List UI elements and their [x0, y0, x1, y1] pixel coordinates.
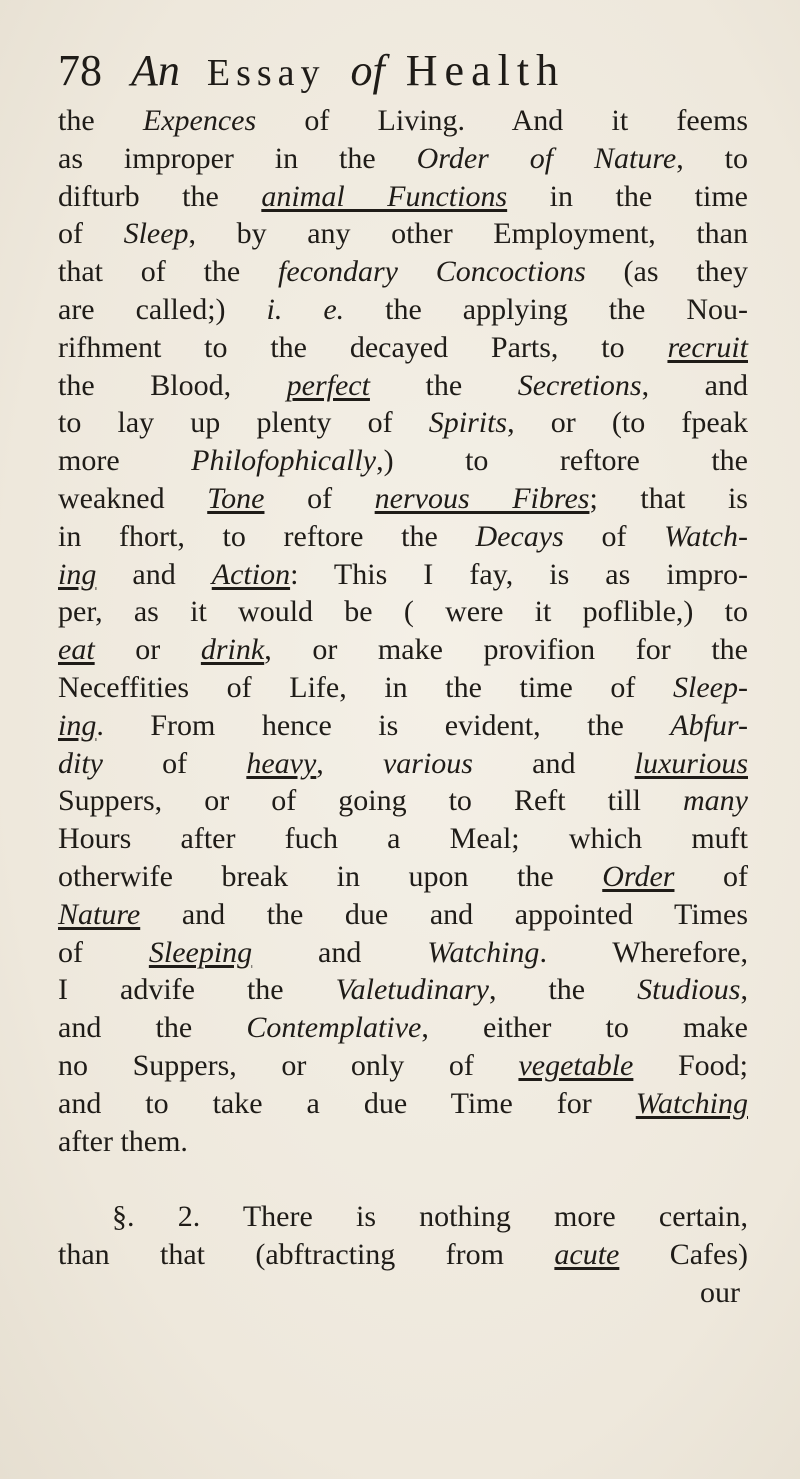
- text-line: [58, 971, 748, 1009]
- text-line: [58, 782, 748, 820]
- text-line: [58, 556, 748, 594]
- italic-word: Decays: [475, 519, 564, 553]
- text-line: [58, 367, 748, 405]
- text-line: [58, 253, 748, 291]
- italic-word: Watch-: [664, 519, 748, 553]
- text-run: the Blood,: [58, 368, 287, 402]
- text-line: [58, 1009, 748, 1047]
- text-line: [58, 1236, 748, 1274]
- text-run: of: [674, 859, 748, 893]
- text-line: [58, 102, 748, 140]
- text-run: the: [58, 104, 143, 137]
- text-run: and to take a due Time for: [58, 1086, 636, 1120]
- text-run: of: [58, 217, 124, 251]
- text-run: ; that is: [589, 481, 748, 515]
- text-line: [58, 820, 748, 858]
- text-run: in the time: [507, 179, 748, 213]
- text-line: [58, 480, 748, 518]
- italic-word: Contemplative: [246, 1011, 422, 1045]
- text-run: and the due and appointed Times: [140, 897, 748, 931]
- italic-word: fecondary Concoctions: [278, 255, 586, 289]
- text-run: , or (to fpeak: [507, 406, 748, 440]
- text-run: , and: [641, 368, 748, 402]
- text-run: ,) to reftore the: [376, 444, 748, 478]
- body-text: [58, 102, 748, 1312]
- text-run: are called;): [58, 292, 267, 326]
- text-line: [58, 1085, 748, 1123]
- text-run: of: [103, 746, 247, 780]
- header-word-essay: Essay: [206, 52, 326, 94]
- italic-word: ing: [58, 708, 97, 742]
- italic-word: Order of Nature: [416, 141, 677, 175]
- text-run: no Suppers, or only of: [58, 1048, 519, 1082]
- italic-word: dity: [58, 746, 103, 780]
- text-run: and: [96, 557, 212, 591]
- text-line: [58, 442, 748, 480]
- text-run: , the: [488, 973, 638, 1007]
- italic-word: ing: [58, 557, 97, 591]
- text-line: [58, 745, 748, 783]
- italic-word: recruit: [667, 330, 748, 364]
- italic-word: Studious: [637, 973, 741, 1007]
- text-run: to lay up plenty of: [58, 406, 429, 440]
- text-run: or: [94, 633, 201, 667]
- text-run: the: [369, 368, 518, 402]
- italic-word: eat: [58, 633, 95, 667]
- italic-word: Watching: [427, 935, 540, 969]
- text-run: rifhment to the decayed Parts, to: [58, 330, 668, 364]
- text-run: I advife the: [58, 973, 336, 1007]
- text-run: and the: [58, 1011, 247, 1045]
- text-run: as improper in the: [58, 141, 417, 175]
- text-run: Suppers, or of going to Reft till: [58, 784, 684, 818]
- text-run: Neceffities of Life, in the time of: [58, 670, 674, 704]
- text-run: : This I fay, is as impro-: [290, 557, 748, 591]
- text-line: [58, 707, 748, 745]
- text-line: [58, 1274, 748, 1312]
- text-line: [58, 631, 748, 669]
- text-line: [58, 1047, 748, 1085]
- text-line: [58, 178, 748, 216]
- running-header: [58, 46, 758, 96]
- text-run: and: [472, 746, 635, 780]
- italic-word: acute: [554, 1237, 620, 1271]
- text-line: [58, 669, 748, 707]
- text-run: ,: [740, 973, 748, 1007]
- text-run: , either to make: [421, 1011, 749, 1045]
- italic-word: animal Functions: [261, 179, 508, 213]
- text-run: of: [563, 519, 665, 553]
- text-line: [58, 404, 748, 442]
- italic-word: Spirits: [428, 406, 508, 440]
- text-run: weakned: [58, 481, 208, 515]
- text-run: the applying the Nou-: [344, 292, 748, 326]
- italic-word: Order: [602, 859, 675, 893]
- text-run: more: [58, 444, 192, 478]
- italic-word: Sleep-: [673, 670, 748, 704]
- text-line: [58, 1198, 748, 1236]
- italic-word: Secretions: [517, 368, 642, 402]
- text-run: , or make provifion for the: [264, 633, 748, 667]
- italic-word: various: [382, 746, 473, 780]
- text-run: of: [264, 481, 375, 515]
- text-run: after them.: [58, 1124, 188, 1158]
- page-number: 78: [58, 46, 102, 95]
- text-run: (as they: [585, 255, 748, 289]
- text-run: ,: [316, 746, 383, 780]
- text-run: . From hence is evident, the: [96, 708, 671, 742]
- italic-word: vegetable: [518, 1048, 634, 1082]
- text-line: [58, 896, 748, 934]
- text-run: in fhort, to reftore the: [58, 519, 476, 553]
- text-run: §. 2. There is nothing more certain,: [112, 1200, 748, 1234]
- italic-word: Nature: [58, 897, 141, 931]
- text-run: per, as it would be ( were it poflible,) to: [58, 595, 748, 629]
- italic-word: nervous Fibres: [374, 481, 590, 515]
- text-run: our: [700, 1275, 740, 1309]
- text-run: , by any other Employment, than: [188, 217, 748, 251]
- text-line: [58, 140, 748, 178]
- italic-word: Tone: [207, 481, 265, 515]
- text-run: than that (abftracting from: [58, 1237, 555, 1271]
- italic-word: i. e.: [266, 292, 345, 326]
- header-word-an: An: [131, 46, 180, 95]
- text-run: Cafes): [619, 1237, 749, 1271]
- italic-word: Abfur-: [670, 708, 748, 742]
- text-run: Food;: [633, 1048, 748, 1082]
- text-run: and: [252, 935, 428, 969]
- text-run: , to: [676, 141, 748, 175]
- text-line: [58, 518, 748, 556]
- header-word-of: of: [350, 46, 385, 95]
- italic-word: many: [683, 784, 748, 818]
- text-run: that of the: [58, 255, 279, 289]
- italic-word: Sleep: [123, 217, 189, 251]
- italic-word: Valetudinary: [335, 973, 489, 1007]
- text-run: of Living. And it feems: [256, 104, 749, 137]
- text-run: Hours after fuch a Meal; which muft: [58, 822, 748, 856]
- text-line: [58, 858, 748, 896]
- text-line: [58, 215, 748, 253]
- italic-word: Philofophically: [191, 444, 377, 478]
- italic-word: drink: [200, 633, 265, 667]
- text-line: [58, 934, 748, 972]
- text-run: difturb the: [58, 179, 262, 213]
- italic-word: Watching: [635, 1086, 748, 1120]
- text-line: [58, 329, 748, 367]
- italic-word: perfect: [286, 368, 370, 402]
- header-word-health: Health: [405, 46, 566, 95]
- text-line: [58, 291, 748, 329]
- italic-word: Expences: [142, 104, 257, 137]
- italic-word: luxurious: [634, 746, 748, 780]
- text-run: . Wherefore,: [539, 935, 748, 969]
- text-run: otherwife break in upon the: [58, 859, 603, 893]
- text-line: [58, 1123, 748, 1161]
- italic-word: Sleeping: [148, 935, 253, 969]
- italic-word: heavy: [246, 746, 317, 780]
- text-run: of: [58, 935, 149, 969]
- italic-word: Action: [211, 557, 291, 591]
- text-line: [58, 593, 748, 631]
